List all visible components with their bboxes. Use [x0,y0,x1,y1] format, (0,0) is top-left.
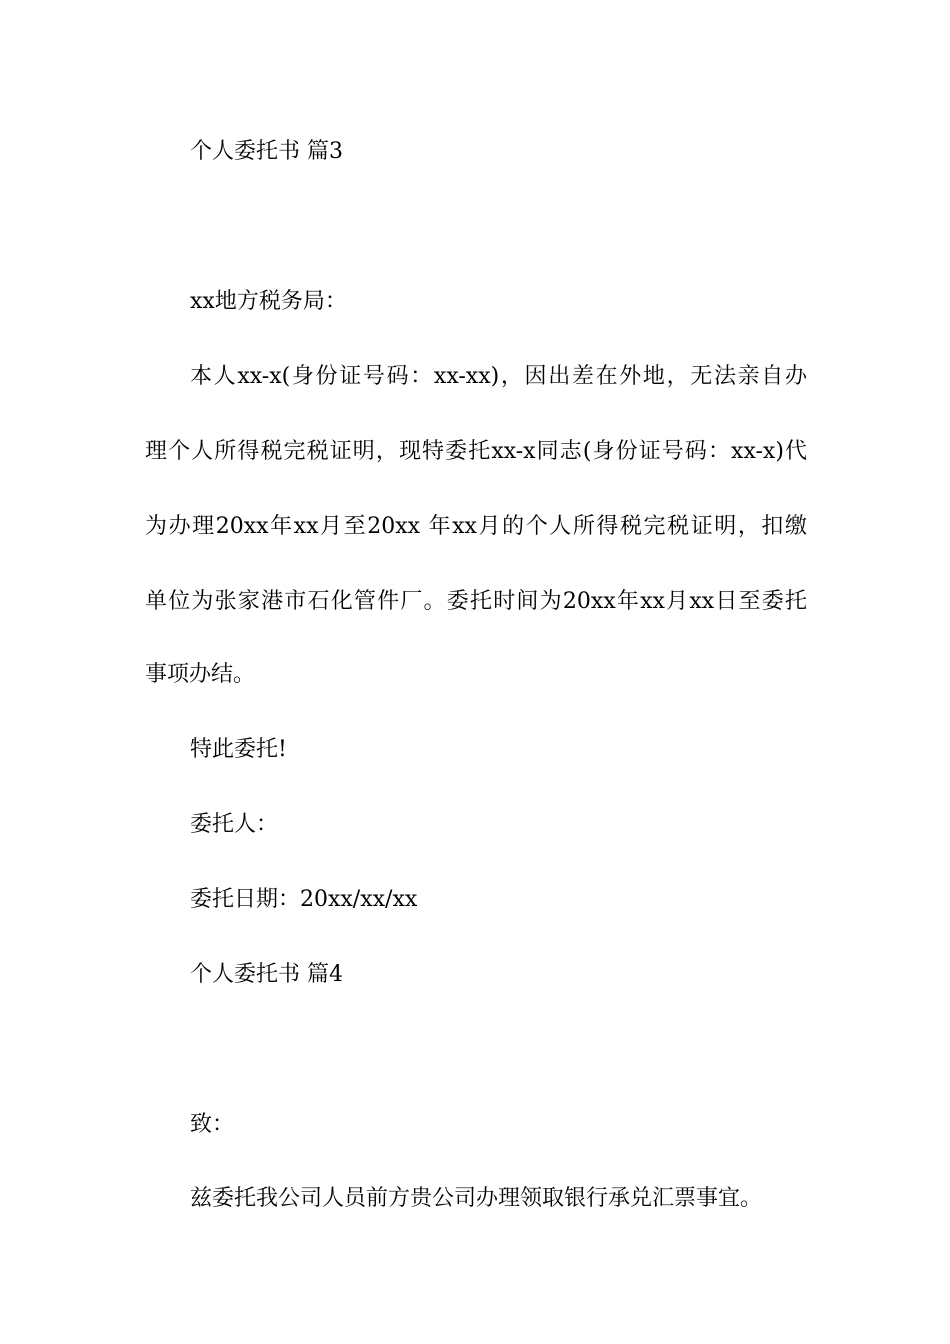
principal-label: 委托人： [190,812,279,837]
body-paragraph: 兹委托我公司人员前方贵公司办理领取银行承兑汇票事宜。 [190,1186,763,1211]
body-line-5: 事项办结。 [145,662,256,687]
section-heading-4: 个人委托书 篇4 [190,962,343,987]
body-line-4: 单位为张家港市石化管件厂。委托时间为20xx年xx月xx日至委托 [145,589,807,614]
closing-text: 特此委托! [190,737,287,762]
date-line: 委托日期：20xx/xx/xx [190,887,418,912]
salutation: 致： [190,1112,235,1137]
addressee: xx地方税务局： [190,289,347,314]
section-heading-3: 个人委托书 篇3 [190,139,343,164]
body-line-2: 理个人所得税完税证明，现特委托xx-x同志(身份证号码：xx-x)代 [145,439,807,464]
body-line-3: 为办理20xx年xx月至20xx 年xx月的个人所得税完税证明，扣缴 [145,514,807,539]
body-line-1: 本人xx-x(身份证号码：xx-xx)，因出差在外地，无法亲自办 [190,364,807,389]
